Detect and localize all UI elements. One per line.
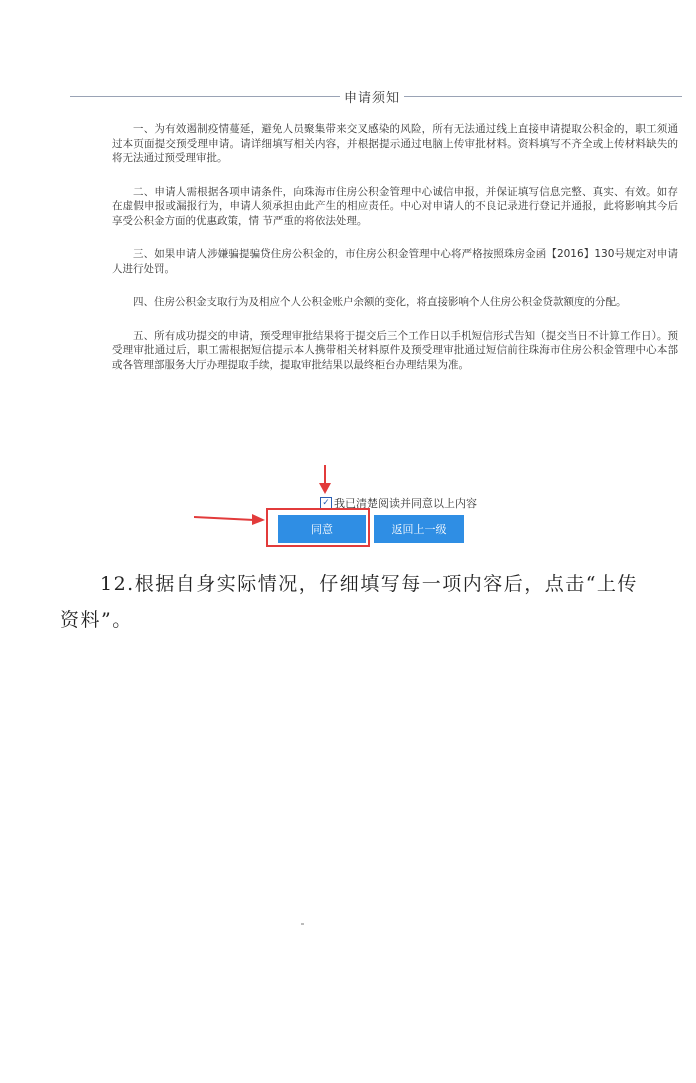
check-icon: ✓ <box>322 497 330 508</box>
notice-paragraph-3: 三、如果申请人涉嫌骗提骗贷住房公积金的，市住房公积金管理中心将严格按照珠房金函【2016】130号规定对申请人进行处罚。 <box>112 248 678 275</box>
notice-paragraph-4: 四、住房公积金支取行为及相应个人公积金账户余额的变化，将直接影响个人住房公积金贷款额度的分配。 <box>133 296 627 308</box>
arrow-down-icon <box>318 465 332 495</box>
back-button[interactable]: 返回上一级 <box>374 515 464 543</box>
arrow-right-icon <box>194 512 266 526</box>
notice-paragraph-5: 五、所有成功提交的申请，预受理审批结果将于提交后三个工作日以手机短信形式告知（提交当日不计算工作日）。预受理审批通过后，职工需根据短信提示本人携带相关材料原件及预受理审批通过短信前往珠海市住房公积金管理中心本部或各管理部服务大厅办理提取手续，提取审批结果以最终柜台办理结果为准。 <box>112 329 678 371</box>
notice-title: 申请须知 <box>340 87 404 106</box>
notice-paragraph-2: 二、申请人需根据各项申请条件，向珠海市住房公积金管理中心诚信申报，并保证填写信息完整、真实、有效。如存在虚假申报或漏报行为，申请人须承担由此产生的相应责任。中心对申请人的不良记录进行登记并通报，此将影响其今后享受公积金方面的优惠政策，情 节严重的将依法处理。 <box>112 185 678 227</box>
notice-paragraph-1: 一、为有效遏制疫情蔓延，避免人员聚集带来交叉感染的风险，所有无法通过线上直接申请提取公积金的，职工须通过本页面提交预受理申请。请详细填写相关内容，并根据提示通过电脑上传审批材料。资料填写不齐全或上传材料缺失的将无法通过预受理审批。 <box>112 123 678 164</box>
step-instruction: 12.根据自身实际情况，仔细填写每一项内容后，点击“上传资料”。 <box>60 573 638 631</box>
page-speck <box>301 923 304 925</box>
agree-label: 我已清楚阅读并同意以上内容 <box>334 497 477 510</box>
highlight-box <box>266 508 370 547</box>
notice-body <box>112 122 678 391</box>
agree-button[interactable]: 同意 <box>278 515 366 543</box>
